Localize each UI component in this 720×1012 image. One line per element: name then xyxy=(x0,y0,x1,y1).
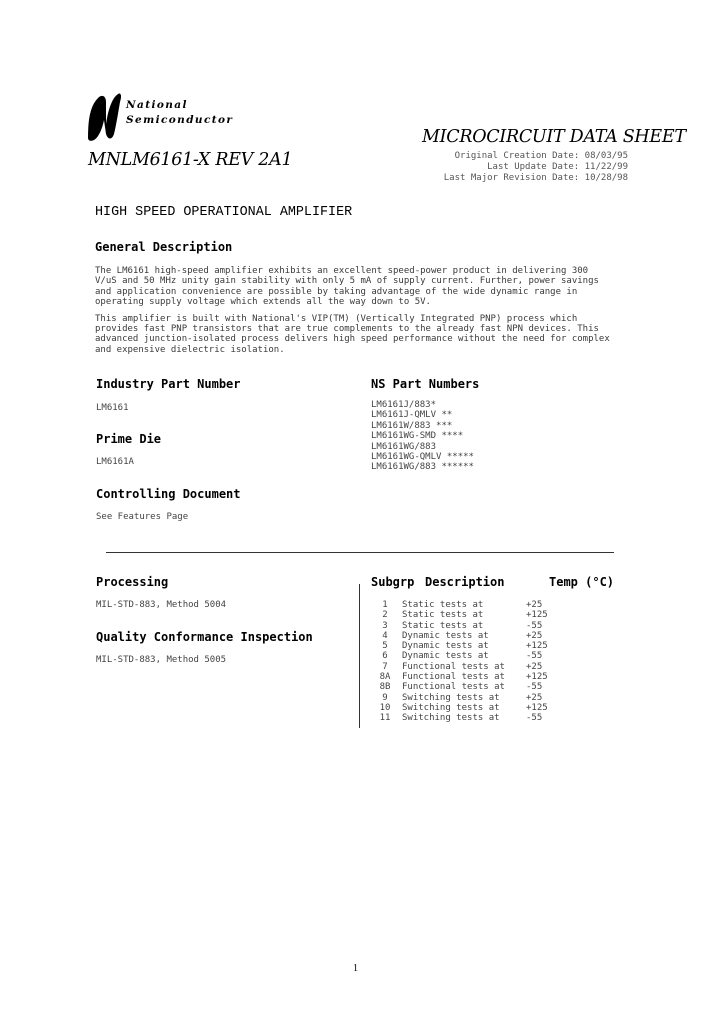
description-cell: Functional tests at xyxy=(402,661,505,672)
description-cell: Switching tests at xyxy=(402,702,500,713)
description-cell: Dynamic tests at xyxy=(402,641,489,652)
subgroup-cell: 8A xyxy=(379,672,391,683)
description-column-header: Description xyxy=(425,575,505,589)
table-row xyxy=(371,641,566,651)
general-description-heading: General Description xyxy=(95,240,233,254)
temperature-cell: -55 xyxy=(526,651,543,662)
controlling-document-value: See Features Page xyxy=(96,512,189,522)
temperature-cell: -55 xyxy=(526,682,543,693)
temperature-cell: +125 xyxy=(526,610,548,621)
description-paragraph: The LM6161 high-speed amplifier exhibits an excellent speed-power product in delivering 300 V/uS and 50 MHz unity gain stability with only 5 mA of supply current. Further, power savings and application convenience are possible by taking advantage of the wide dynamic range in operating supply voltage which extends all the way down to 5V. xyxy=(95,266,599,308)
document-type-title: MICROCIRCUIT DATA SHEET xyxy=(422,127,686,147)
description-cell: Switching tests at xyxy=(402,692,500,703)
description-cell: Functional tests at xyxy=(402,672,505,683)
table-row xyxy=(371,610,566,620)
table-row xyxy=(371,651,566,661)
temperature-cell: +25 xyxy=(526,692,543,703)
prime-die-heading: Prime Die xyxy=(96,432,162,446)
temperature-cell: +125 xyxy=(526,672,548,683)
temperature-cell: +25 xyxy=(526,630,543,641)
subgroup-cell: 9 xyxy=(382,692,388,703)
ns-part-number: LM6161WG-SMD **** xyxy=(371,431,464,442)
ns-part-numbers-heading: NS Part Numbers xyxy=(371,377,480,391)
description-cell: Dynamic tests at xyxy=(402,630,489,641)
description-cell: Static tests at xyxy=(402,610,484,621)
description-cell: Switching tests at xyxy=(402,713,500,724)
ns-part-number: LM6161WG/883 xyxy=(371,441,437,452)
ns-part-number: LM6161W/883 *** xyxy=(371,420,453,431)
industry-part-number-heading: Industry Part Number xyxy=(96,377,241,391)
table-row xyxy=(371,621,566,631)
description-cell: Static tests at xyxy=(402,620,484,631)
subgroup-cell: 11 xyxy=(379,713,391,724)
temperature-cell: +125 xyxy=(526,641,548,652)
table-row xyxy=(371,600,566,610)
section-divider xyxy=(106,552,614,553)
temperature-cell: -55 xyxy=(526,713,543,724)
subgroup-cell: 3 xyxy=(382,620,388,631)
controlling-document-heading: Controlling Document xyxy=(96,487,241,501)
ns-part-numbers-list xyxy=(371,400,474,473)
subgroup-cell: 7 xyxy=(382,661,388,672)
temperature-cell: -55 xyxy=(526,620,543,631)
temperature-cell: +125 xyxy=(526,702,548,713)
table-row xyxy=(371,631,566,641)
quality-conformance-value: MIL-STD-883, Method 5005 xyxy=(96,655,227,665)
processing-value: MIL-STD-883, Method 5004 xyxy=(96,600,227,610)
prime-die-value: LM6161A xyxy=(96,457,134,467)
table-row xyxy=(371,693,566,703)
description-cell: Static tests at xyxy=(402,600,484,610)
description-cell: Dynamic tests at xyxy=(402,651,489,662)
revision-dates xyxy=(412,151,628,184)
brand-name-line2: Semiconductor xyxy=(126,114,234,126)
subgroup-cell: 8B xyxy=(379,682,391,693)
brand-name-line1: National xyxy=(126,99,188,111)
ns-part-number: LM6161J-QMLV ** xyxy=(371,410,453,421)
description-cell: Functional tests at xyxy=(402,682,505,693)
processing-heading: Processing xyxy=(96,575,169,589)
subgroup-table xyxy=(371,600,566,724)
ns-part-number: LM6161J/883* xyxy=(371,400,437,410)
subgroup-cell: 10 xyxy=(379,702,391,713)
column-divider xyxy=(359,584,360,728)
table-row xyxy=(371,682,566,692)
table-row xyxy=(371,703,566,713)
ns-part-number: LM6161WG-QMLV ***** xyxy=(371,452,474,463)
subgroup-cell: 2 xyxy=(382,610,388,621)
description-paragraph: This amplifier is built with National's VIP(TM) (Vertically Integrated PNP) process which provides fast PNP transistors that are true complements to the already fast NPN devices. This advanced junction-isolated process delivers high speed performance without the need for complex and expensive dielectric isolation. xyxy=(95,313,610,355)
table-row xyxy=(371,672,566,682)
last-update-date: Last Update Date: 11/22/99 xyxy=(487,162,628,172)
table-row xyxy=(371,713,566,723)
subgroup-cell: 6 xyxy=(382,651,388,662)
table-row xyxy=(371,662,566,672)
last-major-revision-date: Last Major Revision Date: 10/28/98 xyxy=(443,173,628,183)
subgroup-cell: 4 xyxy=(382,630,388,641)
industry-part-number-value: LM6161 xyxy=(96,403,129,413)
creation-date: Original Creation Date: 08/03/95 xyxy=(454,151,628,161)
subgroup-cell: 1 xyxy=(382,600,388,610)
page-title: HIGH SPEED OPERATIONAL AMPLIFIER xyxy=(95,205,353,220)
ns-part-number: LM6161WG/883 ****** xyxy=(371,462,474,473)
subgroup-cell: 5 xyxy=(382,641,388,652)
national-semiconductor-logo-icon xyxy=(84,90,122,142)
temperature-cell: +25 xyxy=(526,661,543,672)
temperature-cell: +25 xyxy=(526,600,543,610)
quality-conformance-heading: Quality Conformance Inspection xyxy=(96,630,313,644)
temperature-column-header: Temp (°C) xyxy=(549,575,615,589)
document-number: MNLM6161-X REV 2A1 xyxy=(88,150,293,170)
page-number: 1 xyxy=(353,963,358,974)
subgroup-column-header: Subgrp xyxy=(371,575,415,589)
general-description-body xyxy=(95,266,615,361)
